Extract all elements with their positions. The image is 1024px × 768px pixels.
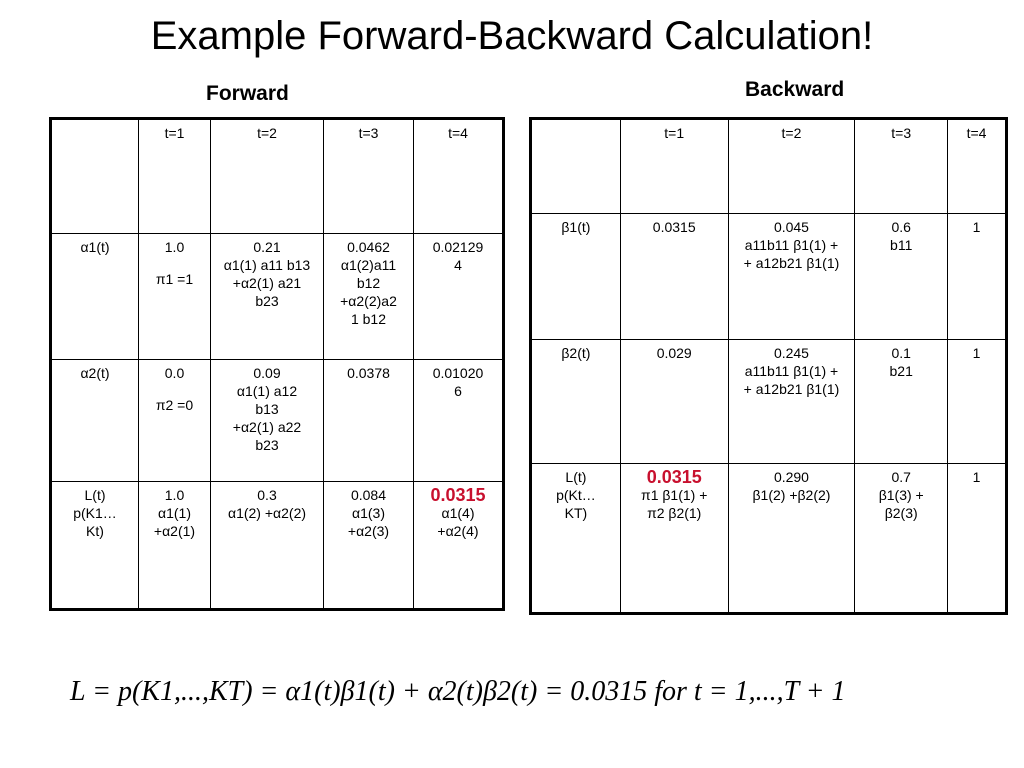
cell-line: π2 =0 bbox=[155, 397, 194, 413]
forward-table bbox=[49, 117, 505, 611]
row-header-cell bbox=[51, 360, 139, 482]
cell-line: b23 bbox=[255, 437, 279, 453]
cell-line: 1 bbox=[972, 345, 981, 361]
row-header-cell bbox=[51, 234, 139, 360]
cell-line: α1(3) bbox=[352, 505, 385, 521]
table-row bbox=[531, 214, 1007, 340]
header-cell: t=4 bbox=[414, 119, 504, 234]
cell-line: a11b11 β1(1) + bbox=[744, 363, 839, 379]
header-cell bbox=[51, 119, 139, 234]
table-cell bbox=[324, 482, 414, 610]
table-cell bbox=[211, 482, 324, 610]
cell-line: β1(2) +β2(2) bbox=[752, 487, 831, 503]
cell-line: +α2(1) a21 bbox=[232, 275, 302, 291]
cell-line: + a12b21 β1(1) bbox=[743, 255, 840, 271]
cell-line: π2 β2(1) bbox=[647, 505, 702, 521]
header-cell: t=2 bbox=[728, 119, 855, 214]
header-cell: t=3 bbox=[324, 119, 414, 234]
table-cell bbox=[139, 360, 211, 482]
cell-line: 0.01020 bbox=[432, 365, 484, 381]
table-cell bbox=[139, 482, 211, 610]
cell-line: α1(1) a11 b13 bbox=[223, 257, 311, 273]
table-cell bbox=[139, 234, 211, 360]
cell-line: 0.02129 bbox=[432, 239, 484, 255]
cell-line: +α2(4) bbox=[437, 523, 479, 539]
table-cell bbox=[414, 360, 504, 482]
likelihood-formula: L = p(K1,...,KT) = α1(t)β1(t) + α2(t)β2(t) = 0.0315 for t = 1,...,T + 1 bbox=[70, 676, 846, 707]
cell-line: + a12b21 β1(1) bbox=[743, 381, 840, 397]
cell-line: 1 bbox=[972, 219, 981, 235]
cell-line: a11b11 β1(1) + bbox=[744, 237, 839, 253]
table-cell bbox=[855, 464, 948, 614]
row-header-cell bbox=[531, 214, 621, 340]
cell-line: 0.045 bbox=[773, 219, 809, 235]
table-cell bbox=[948, 464, 1007, 614]
table-cell bbox=[948, 340, 1007, 464]
table-cell bbox=[728, 464, 855, 614]
cell-line: 6 bbox=[454, 383, 462, 399]
row-header-cell bbox=[51, 482, 139, 610]
cell-line: 1.0 bbox=[164, 487, 185, 503]
cell-line: β2(t) bbox=[561, 345, 591, 361]
header-cell: t=3 bbox=[855, 119, 948, 214]
cell-line: π1 β1(1) + bbox=[641, 487, 708, 503]
table-cell bbox=[728, 214, 855, 340]
cell-line: +α2(2)a2 bbox=[340, 293, 397, 309]
table-cell bbox=[324, 234, 414, 360]
forward-total-value: 0.0315 bbox=[430, 485, 486, 505]
backward-table bbox=[529, 117, 1008, 615]
cell-line: L(t) bbox=[565, 469, 587, 485]
header-cell: t=1 bbox=[620, 119, 728, 214]
header-cell: t=2 bbox=[211, 119, 324, 234]
cell-line: b13 bbox=[255, 401, 279, 417]
cell-line: 0.245 bbox=[773, 345, 809, 361]
page-title: Example Forward-Backward Calculation! bbox=[150, 14, 874, 58]
row-header-cell bbox=[531, 464, 621, 614]
cell-line: b21 bbox=[889, 363, 913, 379]
table-row bbox=[51, 482, 504, 610]
cell-line: 0.0378 bbox=[347, 365, 390, 381]
table-cell bbox=[211, 360, 324, 482]
cell-line: 0.084 bbox=[350, 487, 387, 503]
header-cell: t=1 bbox=[139, 119, 211, 234]
table-cell bbox=[948, 214, 1007, 340]
cell-line: α1(2)a11 bbox=[340, 257, 397, 273]
cell-line: π1 =1 bbox=[155, 271, 194, 287]
table-cell bbox=[728, 340, 855, 464]
header-cell: t=4 bbox=[948, 119, 1007, 214]
table-cell bbox=[211, 234, 324, 360]
backward-heading: Backward bbox=[745, 78, 845, 101]
cell-line: α1(2) +α2(2) bbox=[227, 505, 307, 521]
cell-line: 0.7 bbox=[891, 469, 911, 485]
table-cell bbox=[855, 214, 948, 340]
cell-line: β1(t) bbox=[561, 219, 591, 235]
cell-line: 0.21 bbox=[253, 239, 281, 255]
table-header-row bbox=[531, 119, 1007, 214]
cell-line: α2(t) bbox=[80, 365, 110, 381]
cell-line: b12 bbox=[356, 275, 381, 291]
cell-line: b23 bbox=[255, 293, 279, 309]
table-row bbox=[531, 340, 1007, 464]
table-row bbox=[51, 360, 504, 482]
cell-line: 1 bbox=[972, 469, 981, 485]
header-cell bbox=[531, 119, 621, 214]
table-cell bbox=[620, 340, 728, 464]
cell-line: +α2(3) bbox=[347, 523, 390, 539]
cell-line: α1(1) bbox=[158, 505, 191, 521]
forward-heading: Forward bbox=[206, 82, 289, 105]
cell-line: L(t) bbox=[84, 487, 106, 503]
cell-line: 0.0462 bbox=[347, 239, 390, 255]
table-cell bbox=[414, 482, 504, 610]
table-header-row bbox=[51, 119, 504, 234]
backward-total-value: 0.0315 bbox=[646, 467, 702, 487]
cell-line: p(Kt… bbox=[556, 487, 596, 503]
cell-line: 1.0 bbox=[164, 239, 185, 255]
table-cell bbox=[324, 360, 414, 482]
cell-line: α1(t) bbox=[80, 239, 110, 255]
table-cell bbox=[855, 340, 948, 464]
table-cell bbox=[620, 214, 728, 340]
cell-line: β1(3) + bbox=[878, 487, 924, 503]
cell-line: 1 b12 bbox=[350, 311, 387, 327]
table-cell bbox=[414, 234, 504, 360]
cell-line: 0.1 bbox=[891, 345, 911, 361]
table-row bbox=[51, 234, 504, 360]
cell-line: Kt) bbox=[86, 523, 104, 539]
cell-line: p(K1… bbox=[73, 505, 117, 521]
table-row bbox=[531, 464, 1007, 614]
row-header-cell bbox=[531, 340, 621, 464]
cell-line: α1(1) a12 bbox=[236, 383, 298, 399]
cell-line: 0.0315 bbox=[652, 219, 696, 235]
cell-line: 0.290 bbox=[773, 469, 809, 485]
cell-line: 0.3 bbox=[257, 487, 277, 503]
cell-line: 0.0 bbox=[164, 365, 185, 381]
cell-line: 0.6 bbox=[891, 219, 911, 235]
table-cell bbox=[620, 464, 728, 614]
cell-line: KT) bbox=[564, 505, 588, 521]
cell-line: 0.029 bbox=[656, 345, 692, 361]
cell-line: +α2(1) bbox=[153, 523, 196, 539]
cell-line: 4 bbox=[454, 257, 462, 273]
cell-line: α1(4) bbox=[441, 505, 475, 521]
cell-line: +α2(1) a22 bbox=[232, 419, 302, 435]
cell-line: 0.09 bbox=[253, 365, 281, 381]
cell-line: b11 bbox=[890, 237, 913, 253]
cell-line: β2(3) bbox=[884, 505, 918, 521]
